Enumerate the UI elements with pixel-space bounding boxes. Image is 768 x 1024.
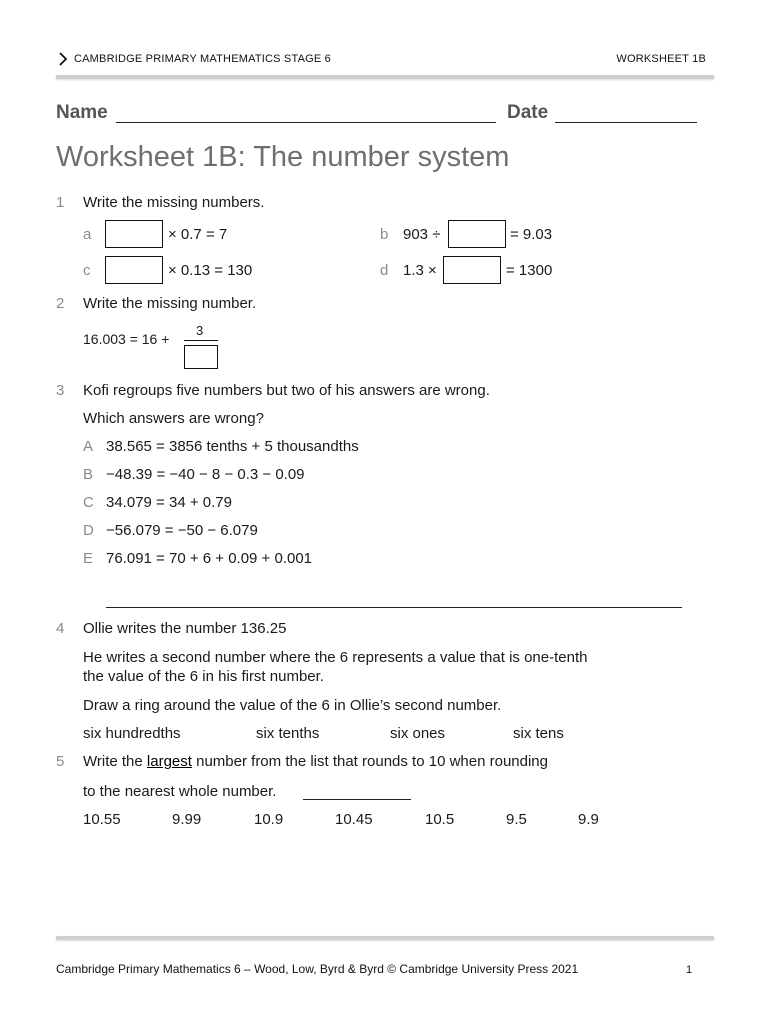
header-divider bbox=[56, 75, 714, 79]
q3-option-label-d: D bbox=[83, 522, 94, 539]
question-number-1: 1 bbox=[56, 194, 65, 211]
question-number-4: 4 bbox=[56, 620, 65, 637]
q1-part-label-b: b bbox=[380, 226, 389, 243]
q1b-expression-left: 903 ÷ bbox=[403, 226, 441, 243]
q5-prompt bbox=[83, 753, 548, 770]
q5-value-7: 9.9 bbox=[578, 811, 599, 828]
date-field[interactable] bbox=[555, 106, 697, 123]
q3-option-label-e: E bbox=[83, 550, 94, 567]
footer-divider bbox=[56, 936, 714, 940]
q1-prompt: Write the missing numbers. bbox=[83, 194, 265, 211]
q3-answer-line[interactable] bbox=[106, 607, 682, 608]
q4-line-2: He writes a second number where the 6 represents a value that is one-tenth bbox=[83, 649, 588, 666]
question-number-3: 3 bbox=[56, 382, 65, 399]
q5-value-6: 9.5 bbox=[506, 811, 527, 828]
q3-option-d: −56.079 = −50 − 6.079 bbox=[106, 522, 258, 539]
q1c-answer-box[interactable] bbox=[105, 256, 163, 284]
q5-prompt-before: Write the bbox=[83, 753, 147, 770]
q1b-answer-box[interactable] bbox=[448, 220, 506, 248]
page-title: Worksheet 1B: The number system bbox=[56, 141, 510, 173]
q1d-expression-left: 1.3 × bbox=[403, 262, 437, 279]
q5-answer-blank[interactable] bbox=[303, 785, 411, 800]
q2-denominator-box[interactable] bbox=[184, 345, 218, 369]
q2-numerator: 3 bbox=[196, 323, 204, 338]
q5-value-5: 10.5 bbox=[425, 811, 455, 828]
q3-option-e: 76.091 = 70 + 6 + 0.09 + 0.001 bbox=[106, 550, 313, 567]
q1c-expression: × 0.13 = 130 bbox=[168, 262, 253, 279]
date-label: Date bbox=[507, 102, 549, 123]
q3-option-a: 38.565 = 3856 tenths + 5 thousandths bbox=[106, 438, 359, 455]
q1-part-label-a: a bbox=[83, 226, 92, 243]
q3-option-label-c: C bbox=[83, 494, 94, 511]
q5-prompt-after: number from the list that rounds to 10 when rounding bbox=[191, 753, 548, 770]
q5-prompt-line-2: to the nearest whole number. bbox=[83, 783, 277, 800]
footer-credit: Cambridge Primary Mathematics 6 – Wood, Low, Byrd & Byrd © Cambridge University Press 2021 bbox=[56, 962, 579, 976]
q1a-expression: × 0.7 = 7 bbox=[168, 226, 228, 243]
q4-choice-six-tens[interactable]: six tens bbox=[513, 725, 564, 742]
header-series: CAMBRIDGE PRIMARY MATHEMATICS STAGE 6 bbox=[74, 53, 331, 65]
question-number-5: 5 bbox=[56, 753, 65, 770]
q2-equation-left: 16.003 = 16 + bbox=[83, 331, 170, 347]
q5-prompt-emphasis: largest bbox=[146, 753, 192, 770]
q3-option-label-b: B bbox=[83, 466, 94, 483]
q1a-answer-box[interactable] bbox=[105, 220, 163, 248]
q4-choice-six-hundredths[interactable]: six hundredths bbox=[83, 725, 181, 742]
q4-choice-six-ones[interactable]: six ones bbox=[390, 725, 446, 742]
question-number-2: 2 bbox=[56, 295, 65, 312]
q4-line-4: Draw a ring around the value of the 6 in Ollie’s second number. bbox=[83, 697, 502, 714]
q5-value-1: 10.55 bbox=[83, 811, 121, 828]
q1b-expression-right: = 9.03 bbox=[510, 226, 553, 243]
q4-line-3: the value of the 6 in his first number. bbox=[83, 668, 324, 685]
chevron-right-icon bbox=[58, 52, 68, 66]
q3-prompt: Kofi regroups five numbers but two of his answers are wrong. bbox=[83, 382, 490, 399]
q5-value-3: 10.9 bbox=[254, 811, 284, 828]
header-worksheet-code: WORKSHEET 1B bbox=[616, 53, 706, 65]
q5-value-2: 9.99 bbox=[172, 811, 202, 828]
q3-option-c: 34.079 = 34 + 0.79 bbox=[106, 494, 232, 511]
q3-option-b: −48.39 = −40 − 8 − 0.3 − 0.09 bbox=[106, 466, 305, 483]
q1d-expression-right: = 1300 bbox=[506, 262, 553, 279]
q1d-answer-box[interactable] bbox=[443, 256, 501, 284]
q2-fraction-bar bbox=[184, 340, 218, 341]
q3-subprompt: Which answers are wrong? bbox=[83, 410, 264, 427]
q1-part-label-c: c bbox=[83, 262, 91, 279]
page-number: 1 bbox=[686, 964, 693, 976]
q5-value-4: 10.45 bbox=[335, 811, 373, 828]
q1-part-label-d: d bbox=[380, 262, 389, 279]
q3-option-label-a: A bbox=[83, 438, 94, 455]
q4-choice-six-tenths[interactable]: six tenths bbox=[256, 725, 320, 742]
q4-line-1: Ollie writes the number 136.25 bbox=[83, 620, 287, 637]
name-field[interactable] bbox=[116, 106, 496, 123]
q2-prompt: Write the missing number. bbox=[83, 295, 257, 312]
name-label: Name bbox=[56, 102, 108, 123]
